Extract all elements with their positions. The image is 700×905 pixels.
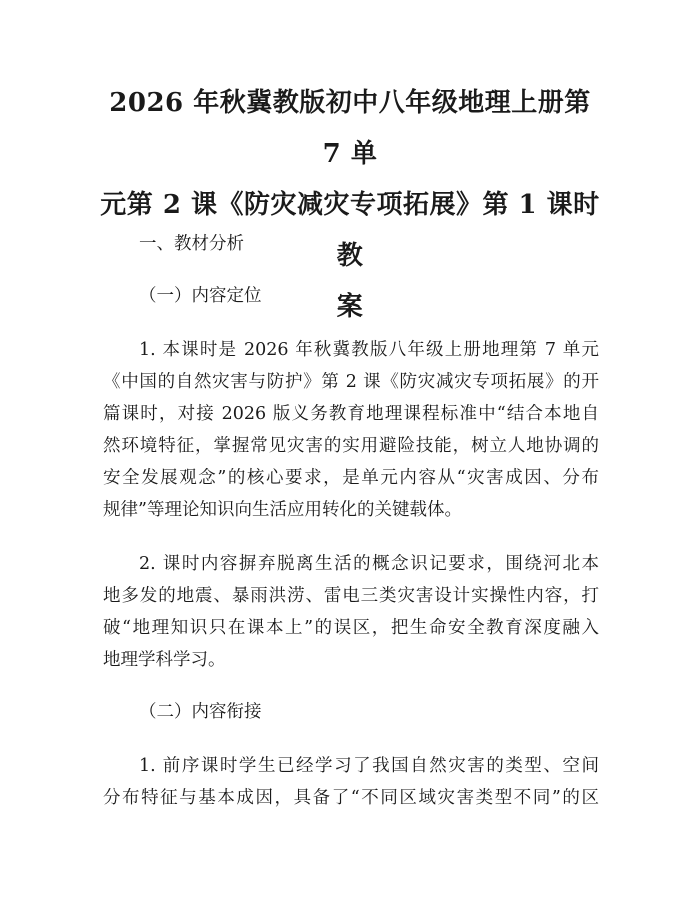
paragraph-line: 2. 课时内容摒弃脱离生活的概念识记要求，围绕河北本: [139, 554, 599, 574]
paragraph-line: 破“地理知识只在课本上”的误区，把生命安全教育深度融入: [103, 618, 599, 638]
paragraph-line: 安全发展观念”的核心要求，是单元内容从“灾害成因、分布: [103, 468, 599, 488]
section-heading: 一、教材分析: [139, 234, 244, 254]
subsection-heading: （二）内容衔接: [139, 702, 262, 722]
paragraph-line: 1. 本课时是 2026 年秋冀教版八年级上册地理第 7 单元: [139, 340, 599, 360]
paragraph-line: 分布特征与基本成因，具备了“不同区域灾害类型不同”的区: [103, 788, 599, 808]
paragraph-line: 1. 前序课时学生已经学习了我国自然灾害的类型、空间: [139, 756, 599, 776]
title-line: 元第 2 课《防灾减灾专项拓展》第 1 课时教: [100, 190, 600, 271]
title-line: 2026 年秋冀教版初中八年级地理上册第 7 单: [109, 88, 591, 169]
paragraph-line: 《中国的自然灾害与防护》第 2 课《防灾减灾专项拓展》的开: [103, 372, 599, 392]
paragraph-line: 篇课时，对接 2026 版义务教育地理课程标准中“结合本地自: [103, 404, 599, 424]
paragraph: [103, 750, 599, 814]
document-body: [103, 228, 599, 814]
title-line: 案: [336, 292, 364, 322]
subsection-heading: （一）内容定位: [139, 286, 262, 306]
paragraph-line: 然环境特征，掌握常见灾害的实用避险技能，树立人地协调的: [103, 436, 599, 456]
paragraph-line: 地多发的地震、暴雨洪涝、雷电三类灾害设计实操性内容，打: [103, 586, 599, 606]
paragraph-line: 规律”等理论知识向生活应用转化的关键载体。: [103, 500, 462, 520]
paragraph: [103, 334, 599, 526]
paragraph-line: 地理学科学习。: [103, 650, 226, 670]
paragraph: [103, 548, 599, 676]
